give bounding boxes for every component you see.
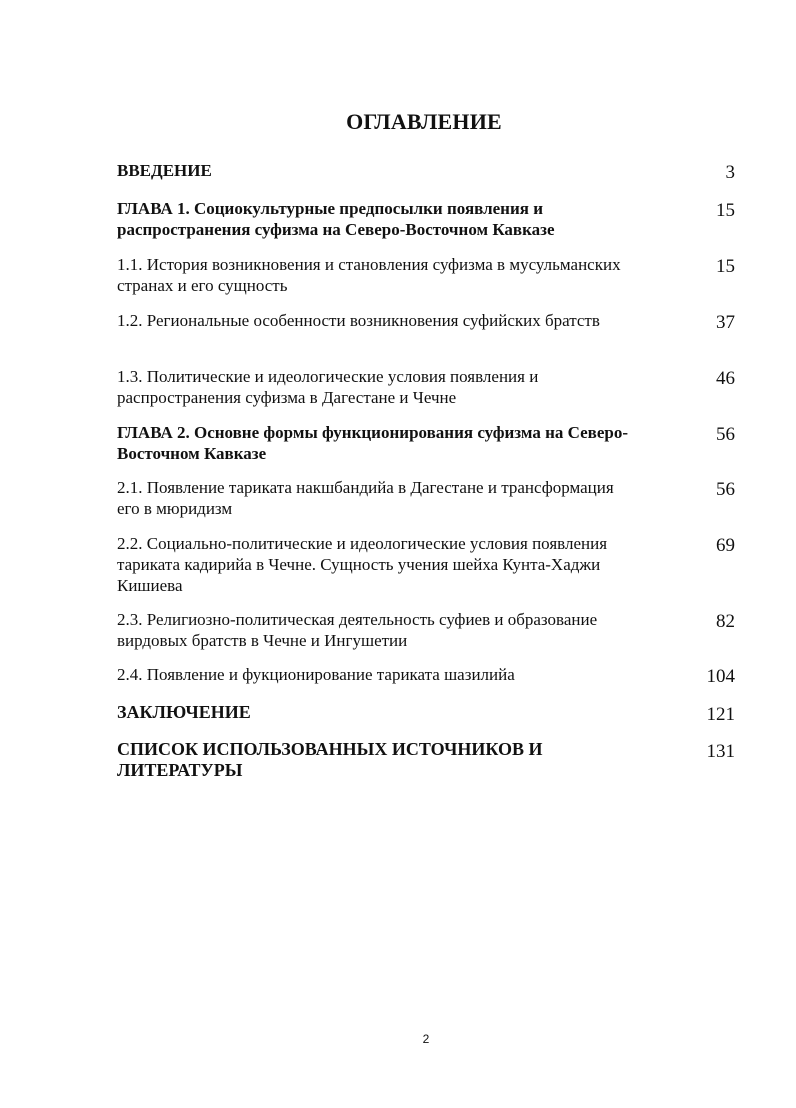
toc-entry-text: СПИСОК ИСПОЛЬЗОВАННЫХ ИСТОЧНИКОВ И ЛИТЕРАТУРЫ — [117, 739, 543, 780]
toc-entry-page: 131 — [706, 741, 735, 762]
toc-entry-page: 46 — [716, 368, 735, 389]
toc-entry-page: 3 — [725, 162, 735, 183]
toc-entry-page: 56 — [716, 479, 735, 500]
toc-entry-page: 56 — [716, 424, 735, 445]
toc-entry-text: 1.1. История возникновения и становления суфизма в мусульманских странах и его сущность — [117, 255, 621, 295]
toc-entry-text: ГЛАВА 1. Социокультурные предпосылки появления и распространения суфизма на Северо-Восточном Кавказе — [117, 199, 555, 239]
toc-entry-text: ЗАКЛЮЧЕНИЕ — [117, 702, 251, 722]
toc-entry-page: 37 — [716, 312, 735, 333]
toc-entry-page: 82 — [716, 611, 735, 632]
toc-entry-page: 121 — [706, 704, 735, 725]
page-number: 2 — [422, 1032, 430, 1046]
toc-entry-page: 69 — [716, 535, 735, 556]
toc-entry-text: 1.3. Политические и идеологические условия появления и распространения суфизма в Дагестане и Чечне — [117, 367, 539, 407]
toc-entry-text: 2.3. Религиозно-политическая деятельность суфиев и образование вирдовых братств в Чечне и Ингушетии — [117, 610, 598, 650]
toc-entry-page: 15 — [716, 200, 735, 221]
toc-entry-text: 2.1. Появление тариката накшбандийа в Дагестане и трансформация его в мюридизм — [117, 478, 614, 518]
toc-entry-text: 2.4. Появление и фукционирование тариката шазилийа — [117, 665, 515, 684]
toc-entry-text: ВВЕДЕНИЕ — [117, 161, 212, 180]
page-title: ОГЛАВЛЕНИЕ — [346, 109, 502, 134]
toc-entry-text: 2.2. Социально-политические и идеологические условия появления тариката кадирийа в Чечне. Сущность учения шейха Кунта-Хаджи Кишиева — [117, 534, 608, 595]
toc-entry-page: 104 — [706, 666, 735, 687]
toc-entry-text: ГЛАВА 2. Основне формы функционирования суфизма на Северо-Восточном Кавказе — [117, 423, 628, 463]
toc-entry-text: 1.2. Региональные особенности возникновения суфийских братств — [117, 311, 600, 330]
toc-entry-page: 15 — [716, 256, 735, 277]
